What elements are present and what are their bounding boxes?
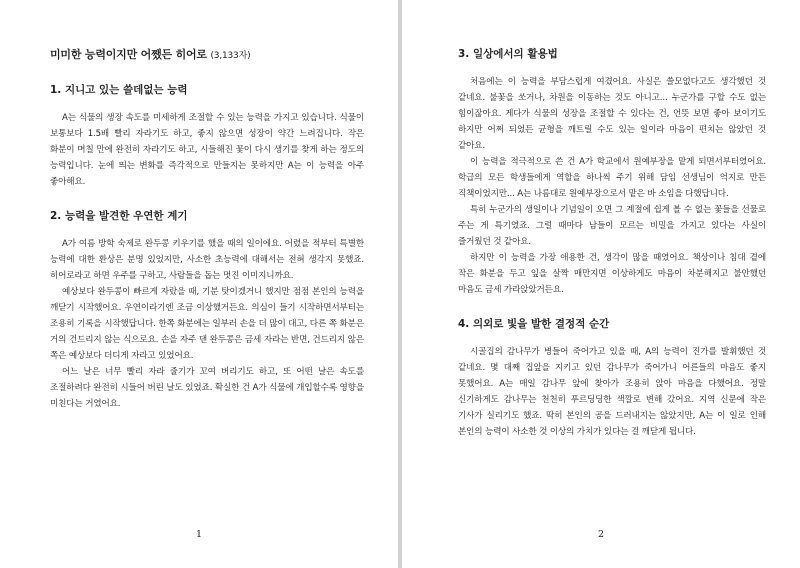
section-3-paragraph-4: 하지만 이 능력을 가장 애용한 건, 생각이 많을 때였어요. 책상이나 침대 곁에 작은 화분을 두고 잎을 살짝 매만지면 이상하게도 마음이 차분해지고 불안했던 마음도 금세 가라앉았거든요. <box>458 253 766 295</box>
document-title <box>50 46 364 62</box>
document-title-text: 미미한 능력이지만 어쨌든 히어로 <box>50 48 207 61</box>
page-number-1: 1 <box>195 529 203 540</box>
section-heading-2: 2. 능력을 발견한 우연한 계기 <box>50 210 188 222</box>
section-3-paragraph-3: 특히 누군가의 생일이나 기념일이 오면 그 계절에 쉽게 볼 수 없는 꽃들을 선물로 주는 게 특기였죠. 그럴 때마다 남들이 모르는 비밀을 가지고 있다는 사실이 즐거웠던 것 같아요. <box>458 205 766 247</box>
document-page-1 <box>0 0 398 568</box>
section-3-paragraph-1: 처음에는 이 능력을 부담스럽게 여겼어요. 사실은 쓸모없다고도 생각했던 것 같네요. 불꽃을 쏘거나, 차원을 이동하는 것도 아니고... 누군가를 구할 수도 없는 힘이잖아요. 게다가 식물의 성장을 조절할 수 있다는 건, 언뜻 보면 좋아 보이기도 하지만 어쩌 되었든 균형을 깨트릴 수도 있는 일이라 마음이 편치는 않았던 것 같아요. <box>458 77 766 151</box>
section-heading-3: 3. 일상에서의 활용법 <box>458 48 558 60</box>
section-2-paragraph-1: A가 여름 방학 숙제로 완두콩 키우기를 했을 때의 일이에요. 어렸을 적부터 특별한 능력에 대한 환상은 분명 있었지만, 사소한 초능력에 대해서는 전혀 생각지 못했죠. 히어로라고 하면 우주를 구하고, 사람들을 돕는 멋진 이미지니까요. <box>50 239 364 281</box>
section-2-paragraph-3: 어느 날은 너무 빨리 자라 줄기가 꼬여 버리기도 하고, 또 어떤 날은 속도를 조절하려다 완전히 시들어 버린 날도 있었죠. 확실한 건 A가 식물에 개입할수록 영향을 미친다는 거였어요. <box>50 367 364 409</box>
document-page-2 <box>402 0 800 568</box>
section-4-paragraph-1: 시골집의 감나무가 병들어 죽어가고 있을 때, A의 능력이 진가를 발휘했던 것 같네요. 몇 대째 집앞을 지키고 있던 감나무가 죽어가니 어른들의 마음도 좋지 못했어요. A는 매일 감나무 앞에 찾아가 조용히 앉아 마음을 다했어요. 정말 신기하게도 감나무는 천천히 푸르딩딩한 색깔로 변해 갔어요. 지역 신문에 작은 기사가 실리기도 했죠. 딱히 본인의 공을 드러내지는 않았지만, A는 이 일로 인해 본인의 능력이 사소한 것 이상의 가치가 있다는 걸 깨닫게 됩니다. <box>458 347 766 437</box>
section-heading-4: 4. 의외로 빛을 발한 결정적 순간 <box>458 318 610 330</box>
page-number-2: 2 <box>597 529 605 540</box>
section-heading-1: 1. 지니고 있는 쓸데없는 능력 <box>50 84 188 96</box>
section-3-paragraph-2: 이 능력을 적극적으로 쓴 건 A가 학교에서 원예부장을 맡게 되면서부터였어요. 학급의 모든 학생들에게 역할을 하나씩 주기 위해 담임 선생님이 억지로 만든 직책이었지만... A는 나름대로 원예부장으로서 맡은 바 소임을 다했답니다. <box>458 157 766 199</box>
section-1-paragraph: A는 식물의 생장 속도를 미세하게 조절할 수 있는 능력을 가지고 있습니다. 식물이 보통보다 1.5배 빨리 자라기도 하고, 좋지 않으면 성장이 약간 느려집니다. 작은 화분이 며칠 만에 완전히 자라기도 하고, 시들해진 꽃이 다시 생기를 찾게 하는 정도의 능력입니다. 눈에 띄는 변화를 즉각적으로 만들지는 못하지만 A는 이 능력을 아주 좋아해요. <box>50 113 364 187</box>
character-count: (3,133자) <box>210 51 251 61</box>
section-2-paragraph-2: 예상보다 완두콩이 빠르게 자랐을 때, 기분 탓이겠거니 했지만 점점 본인의 능력을 깨닫기 시작했어요. 우연이라기엔 조금 이상했거든요. 의심이 들기 시작하면서부터는 조용히 기록을 시작했답니다. 한쪽 화분에는 일부러 손을 더 많이 대고, 다른 쪽 화분은 거의 건드리지 않는 식으로요. 손을 자주 댄 완두콩은 금세 자라는 반면, 건드리지 않은 쪽은 예상보다 더디게 자라고 있었어요. <box>50 287 364 361</box>
